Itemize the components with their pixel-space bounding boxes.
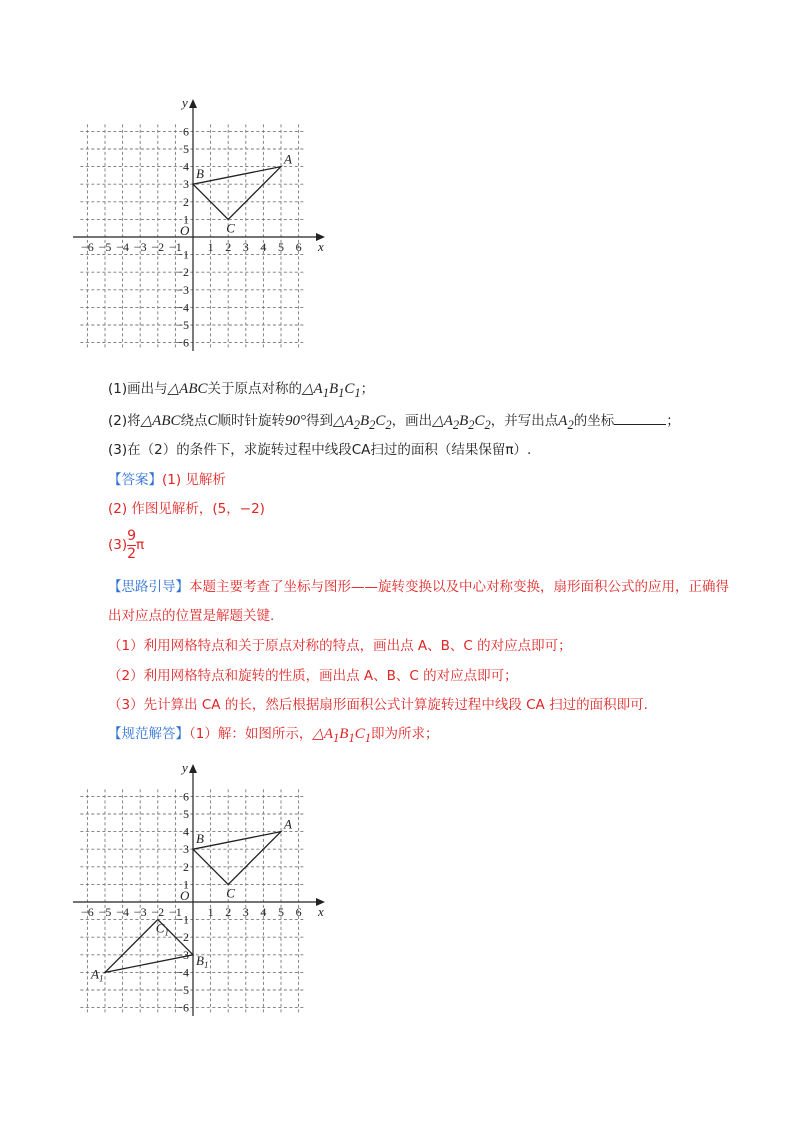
fig2-y-tick-label: 3 xyxy=(183,842,189,857)
fig2-x-tick-label: 4 xyxy=(260,905,267,919)
fig2-x-tick-label: 1 xyxy=(207,905,214,919)
fig2-x-tick-label: 3 xyxy=(242,905,249,919)
fig1-y-tick-label: −6 xyxy=(176,335,189,350)
answer-3: (3) $\frac{9}{2}$ π xyxy=(108,527,145,562)
fig2-x-tick-label: −6 xyxy=(81,905,94,919)
solution-tag: 【规范解答】 xyxy=(108,726,189,742)
fig2-y-tick-label: 5 xyxy=(183,807,189,821)
solution-line: 【规范解答】（1）解：如图所示，$\triangle A_1B_1C_1$即为所求； xyxy=(108,726,439,745)
fig1-x-tick-label: 6 xyxy=(295,240,302,254)
fig2-x-tick-label: −1 xyxy=(169,905,182,919)
fig1-y-tick-label: 4 xyxy=(183,159,189,174)
guide-step-2: （2）利用网格特点和旋转的性质，画出点 A、B、C 的对应点即可； xyxy=(108,668,518,684)
fig1-x-tick-label: 2 xyxy=(225,240,232,254)
fig1-y-tick-label: −3 xyxy=(176,282,189,297)
fig2-y-tick-label: 6 xyxy=(183,789,189,804)
fig2-x-tick-label: −4 xyxy=(116,905,129,919)
fig1-x-tick-label: −2 xyxy=(151,240,165,254)
guide-step-1: （1）利用网格特点和关于原点对称的特点，画出点 A、B、C 的对应点即可； xyxy=(108,638,572,654)
fig1-y-tick-label: 1 xyxy=(183,212,189,227)
fig1-x-tick-label: 1 xyxy=(207,240,214,254)
fig1-y-tick-label: −4 xyxy=(176,300,189,315)
fig1-x-axis-label: x xyxy=(318,239,324,254)
fig1-y-tick-label: 5 xyxy=(183,142,189,156)
guide-line-2: 出对应点的位置是解题关键. xyxy=(108,608,275,624)
fig1-triangle-ABC xyxy=(193,167,281,220)
guide-step-3: （3）先计算出 CA 的长，然后根据扇形面积公式计算旋转过程中线段 CA 扫过的面积即可. xyxy=(108,697,648,713)
fig1-x-tick-label: −6 xyxy=(81,240,94,254)
fig2-point-label-b1: $B_1$ xyxy=(196,952,209,970)
fig2-y-tick-label: −2 xyxy=(176,930,189,945)
coordinate-graph-1 xyxy=(68,95,328,357)
question-1: (1)画出与△ABC关于原点对称的$\triangle A_1B_1C_1$； xyxy=(108,381,375,400)
fig1-x-tick-label: −3 xyxy=(133,240,147,254)
fig2-y-tick-label: 4 xyxy=(183,824,189,839)
fig2-point-label-a: A xyxy=(284,816,292,832)
fig2-point-label-a1: $A_1$ xyxy=(91,966,104,984)
fig1-x-tick-label: −4 xyxy=(116,240,129,254)
fig2-triangle-ABC xyxy=(193,832,281,885)
fig2-x-axis-label: x xyxy=(318,904,324,919)
fig2-y-tick-label: 2 xyxy=(183,859,189,874)
fraction: $\frac{9}{2}$ xyxy=(127,527,137,562)
fig2-point-label-c: C xyxy=(226,885,235,901)
fig1-x-tick-label: 3 xyxy=(242,240,249,254)
fig1-y-tick-label: −5 xyxy=(176,318,189,332)
fig1-point-label-a: A xyxy=(284,151,292,167)
question-3: (3)在（2）的条件下，求旋转过程中线段CA扫过的面积（结果保留π）. xyxy=(108,442,532,458)
fig2-y-tick-label: 1 xyxy=(183,877,189,892)
question-2: (2)将△ABC绕点C顺时针旋转90°得到$\triangle A_2B_2C_2$，画出$\triangle A_2B_2C_2$，并写出点$A_2$的坐标 ； xyxy=(108,410,680,435)
fig1-y-tick-label: 6 xyxy=(183,124,189,139)
fig2-x-tick-label: 2 xyxy=(225,905,232,919)
answer-tag: 【答案】 xyxy=(108,472,162,488)
fig1-y-tick-label: 2 xyxy=(183,194,189,209)
fig2-x-tick-label: −2 xyxy=(151,905,165,919)
coordinate-graph-2 xyxy=(68,760,328,1022)
fig2-x-tick-label: −3 xyxy=(133,905,147,919)
fig1-y-tick-label: −1 xyxy=(176,247,189,262)
fig1-point-label-b: B xyxy=(196,166,204,182)
fig2-x-tick-label: −5 xyxy=(98,905,112,919)
guide-tag: 【思路引导】 xyxy=(108,579,189,595)
fig1-x-tick-label: 5 xyxy=(278,240,284,254)
fig2-y-axis-label: y xyxy=(182,760,188,775)
fig2-y-tick-label: −3 xyxy=(176,947,189,962)
fig1-point-label-c: C xyxy=(226,220,235,236)
fig2-y-tick-label: −5 xyxy=(176,983,189,997)
fig2-y-tick-label: −6 xyxy=(176,1000,189,1015)
fig1-origin-label: O xyxy=(180,223,190,238)
fig1-y-axis-label: y xyxy=(182,95,188,110)
fig2-y-arrow xyxy=(189,764,197,773)
answer-1: 【答案】(1) 见解析 xyxy=(108,472,226,488)
answer-2: (2) 作图见解析，(5，−2) xyxy=(108,501,265,517)
fig2-x-tick-label: 5 xyxy=(278,905,284,919)
fig1-y-arrow xyxy=(189,99,197,108)
fig2-point-label-c1: $C_1$ xyxy=(155,920,169,938)
answer-blank xyxy=(614,410,666,425)
fig2-y-tick-label: −4 xyxy=(176,965,189,980)
fig1-y-tick-label: 3 xyxy=(183,177,189,192)
fig2-x-tick-label: 6 xyxy=(295,905,302,919)
guide-line-1: 【思路引导】本题主要考查了坐标与图形——旋转变换以及中心对称变换，扇形面积公式的应用，正确得 xyxy=(108,579,729,595)
fig2-point-label-b: B xyxy=(196,831,204,847)
fig1-x-tick-label: 4 xyxy=(260,240,267,254)
fig1-x-tick-label: −5 xyxy=(98,240,112,254)
fig1-y-tick-label: −2 xyxy=(176,265,189,280)
fig2-origin-label: O xyxy=(180,888,190,903)
fig1-x-tick-label: −1 xyxy=(169,240,182,254)
fig2-y-tick-label: −1 xyxy=(176,912,189,927)
